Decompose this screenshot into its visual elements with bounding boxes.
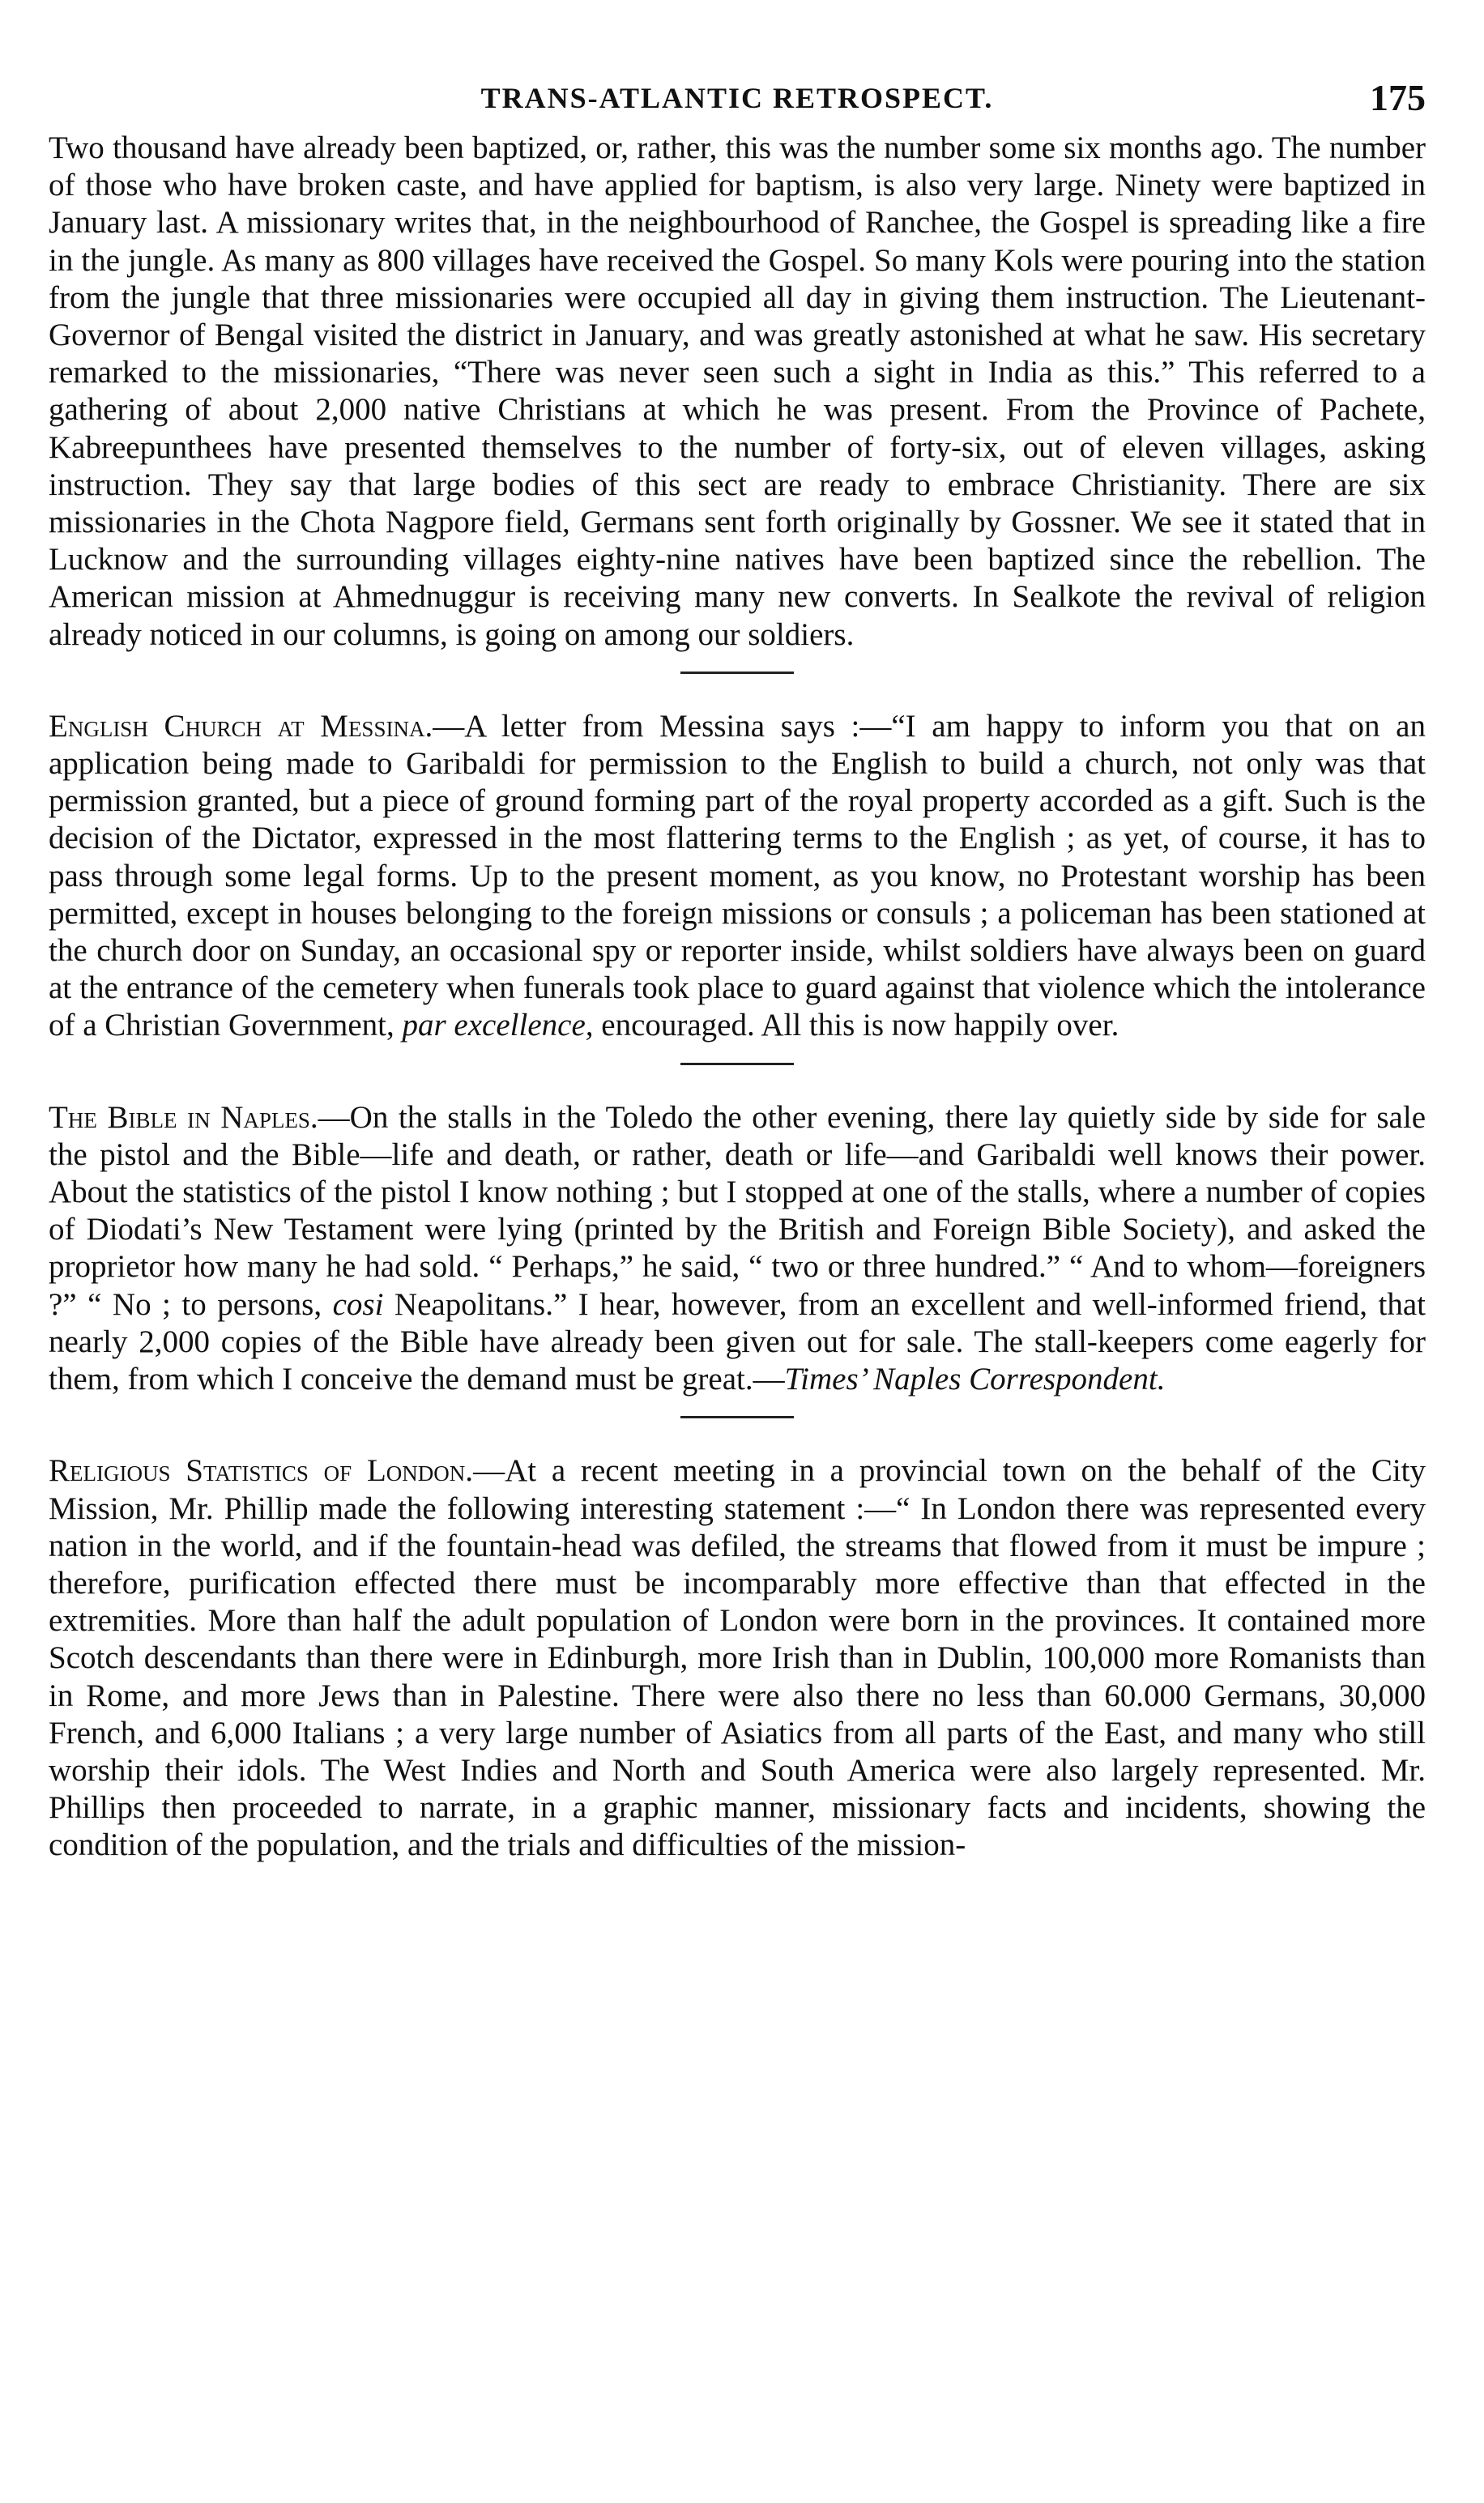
paragraph-body-end: Neapolitans.” I hear, however, from an excellent and well-informed friend, that nearly 2,000 copies of the Bible have already been given out for sale. The stall-keepers come eagerly for them, from which I conceive the demand must be great.— [49,1286,1426,1397]
section-divider [680,1063,794,1065]
paragraph-body-end: encouraged. All this is now happily over. [593,1008,1119,1043]
paragraph-naples [49,1099,1426,1399]
paragraph-body: Two thousand have already been baptized, or, rather, this was the number some six months ago. The number of those who have broken caste, and have applied for baptism, is also very large. Ninety were baptized in January last. A missionary writes that, in the neighbourhood of Ranchee, the Gospel is spreading like a fire in the jungle. As many as 800 villages have received the Gospel. So many Kols were pouring into the station from the jungle that three missionaries were occupied all day in giving them instruction. The Lieutenant-Governor of Bengal visited the district in January, and was greatly astonished at what he saw. His secretary remarked to the missionaries, “There was never seen such a sight in India as this.” This referred to a gathering of about 2,000 native Christians at which he was present. From the Province of Pachete, Kabreepunthees have presented themselves to the number of forty-six, out of eleven villages, asking instruction. They say that large bodies of this sect are ready to embrace Christianity. There are six missionaries in the Chota Nagpore field, Germans sent forth originally by Gossner. We see it stated that in Lucknow and the surrounding villages eighty-nine natives have been baptized since the rebellion. The American mission at Ahmednuggur is receiving many new converts. In Sealkote the revival of religion already noticed in our columns, is going on among our soldiers. [49,130,1426,652]
paragraph-messina [49,708,1426,1045]
italic-phrase: par excellence, [402,1008,594,1043]
page [49,65,1426,1865]
paragraph-london [49,1452,1426,1864]
section-divider [680,672,794,674]
section-heading-naples: The Bible in Naples. [49,1099,318,1135]
section-heading-messina: English Church at Messina. [49,708,433,744]
source-attribution: Times’ Naples Correspondent. [784,1362,1166,1397]
page-header [49,65,1426,122]
paragraph-body: —At a recent meeting in a provincial town on the behalf of the City Mission, Mr. Phillip made the following interesting statement :—“ In London there was represented every nation in the world, and if the fountain-head was defiled, the streams that flowed from it must be impure ; therefore, purification effected there must be incomparably more effective than that effected in the extremities. More than half the adult population of London were born in the provinces. It contained more Scotch descendants than there were in Edinburgh, more Irish than in Dublin, 100,000 more Romanists than in Rome, and more Jews than in Palestine. There were also there no less than 60.000 Germans, 30,000 French, and 6,000 Italians ; a very large number of Asiatics from all parts of the East, and many who still worship their idols. The West Indies and North and South America were also largely represented. Mr. Phillips then proceeded to narrate, in a graphic manner, missionary facts and incidents, showing the condition of the population, and the trials and difficulties of the mission- [49,1453,1426,1863]
section-heading-london: Religious Statistics of London. [49,1453,474,1489]
paragraph-body: —On the stalls in the Toledo the other evening, there lay quietly side by side for sale the pistol and the Bible—life and death, or rather, death or life—and Garibaldi well knows their power. About the statistics of the pistol I know nothing ; but I stopped at one of the stalls, where a number of copies of Diodati’s New Testament were lying (printed by the British and Foreign Bible Society), and asked the proprietor how many he had sold. “ Perhaps,” he said, “ two or three hundred.” “ And to whom—foreigners ?” “ No ; to persons, [49,1099,1426,1322]
italic-word: cosi [332,1286,384,1322]
running-title: TRANS-ATLANTIC RETROSPECT. [480,82,994,114]
page-number: 175 [1370,77,1426,118]
section-divider [680,1416,794,1418]
paragraph-india-missions [49,130,1426,654]
paragraph-body: —A letter from Messina says :—“I am happy to inform you that on an application being made to Garibaldi for permission to the English to build a church, not only was that permission granted, but a piece of ground forming part of the royal property accorded as a gift. Such is the decision of the Dictator, expressed in the most flattering terms to the English ; as yet, of course, it has to pass through some legal forms. Up to the present moment, as you know, no Protestant worship has been permitted, except in houses belonging to the foreign missions or consuls ; a policeman has been stationed at the church door on Sunday, an occasional spy or reporter inside, whilst soldiers have always been on guard at the entrance of the cemetery when funerals took place to guard against that violence which the intolerance of a Christian Government, [49,708,1426,1043]
